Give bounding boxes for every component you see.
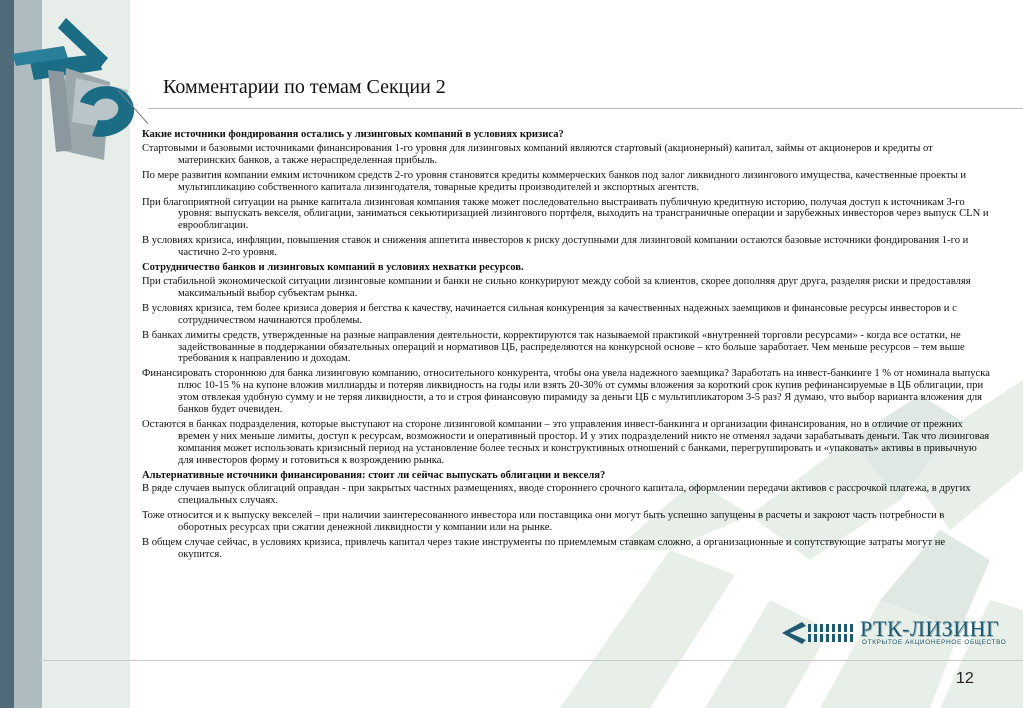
section-heading-3: Альтернативные источники финансирования: стоит ли сейчас выпускать облигации и векселя?	[142, 469, 606, 481]
paragraph: Остаются в банках подразделения, которые выступают на стороне лизинговой компании – это управления инвест-банкинга и организации финансирования, но в отличие от прежних времен у них меньше лимиты, доступ к ресурсам, возможности и оперативный простор. И у этих подразделений никто не отменял задачи зарабатывать деньги. Так что лизинговая компания может использовать кризисный период на установление более тесных и конструктивных отношений с банками, перегруппировать и «упаковать» активы в привычную для инвесторов форму и готовиться к возрождению рынка.	[142, 418, 990, 466]
section-heading-2: Сотрудничество банков и лизинговых компаний в условиях нехватки ресурсов.	[142, 262, 524, 274]
brand-name: РТК-ЛИЗИНГ	[860, 616, 1000, 641]
paragraph: По мере развития компании емким источником средств 2-го уровня становятся кредиты коммерческих банков под залог ликвидного лизингового имущества, качественные проекты и мультипликацию собственного капитала лизингодателя, товарные кредиты производителей и экспортных агентств.	[142, 169, 967, 193]
brand-subtitle: ОТКРЫТОЕ АКЦИОНЕРНОЕ ОБЩЕСТВО	[862, 639, 1007, 646]
page-number: 12	[956, 670, 974, 687]
paragraph: Финансировать стороннюю для банка лизинговую компанию, относительного конкурента, чтобы она увела надежного заемщика? Заработать на инвест-банкинге 1 % от номинала выпуска плюс 10-15 % на купоне вложив миллиарды и потеряв ликвидность на годы или взять 20-30% от суммы вложения за короткий срок купив рефинансируемые в ЦБ облигации, при этом отвлекая удобную сумму и не теряя ликвидности, а то и строя финансовую пирамиду за деньги ЦБ с мультипликатором 3-5 раз? Я думаю, что выбор варианта вложения для банков будет очевиден.	[142, 368, 990, 416]
paragraph: В условиях кризиса, инфляции, повышения ставок и снижения аппетита инвесторов к риску доступными для лизинговой компании остаются базовые источники фондирования 1-го и частично 2-го уровня.	[142, 235, 969, 259]
paragraph: В общем случае сейчас, в условиях кризиса, привлечь капитал через такие инструменты по приемлемым ставкам сложно, а организационные и сопутствующие затраты могут не окупится.	[142, 537, 946, 560]
paragraph: Стартовыми и базовыми источниками финансирования 1-го уровня для лизинговых компаний являются стартовый (акционерный) капитал, займы от акционеров и кредиты от материнских банков, а также нераспределенная прибыль.	[142, 142, 933, 166]
paragraph: При благоприятной ситуации на рынке капитала лизинговая компания также может последовательно выстраивать публичную кредитную историю, получая доступ к источникам 3-го уровня: выпускать векселя, облигации, заниматься секьютиризацией лизингового портфеля, выходить на трансграничные операции и зарубежных инвесторов через выпуск CLN и еврооблигации.	[142, 196, 989, 232]
section-heading-1: Какие источники фондирования остались у лизинговых компаний в условиях кризиса?	[142, 129, 564, 140]
paragraph: В условиях кризиса, тем более кризиса доверия и бегства к качеству, начинается сильная конкуренция за качественных надежных заемщиков и финансовые ресурсы инвесторов и с сотрудничеством начинаются проблемы.	[142, 302, 957, 326]
emblem-logo-icon	[8, 10, 148, 170]
title-divider	[148, 108, 1023, 109]
paragraph: При стабильной экономической ситуации лизинговые компании и банки не сильно конкурируют между собой за клиентов, скорее дополняя друг друга, разделяя риски и предоставляя максимальный выбор субъектам рынка.	[142, 275, 971, 299]
paragraph: В банках лимиты средств, утвержденные на разные направления деятельности, корректируются так называемой практикой «внутренней торговли ресурсами» - когда все остатки, не задействованные в поддержании обязательных операций и нормативов ЦБ, распределяются на конкурсной основе – кто больше заработает. Чем меньше ресурсов – тем выше требования к направлению и доходам.	[142, 329, 965, 365]
paragraph: Тоже относится и к выпуску векселей – при наличии заинтересованного инвестора или поставщика они могут быть успешно запущены в расчеты и закроют часть потребности в оборотных ресурсах при сжатии денежной ликвидности у компании или на рынке.	[142, 510, 945, 534]
company-logo	[782, 618, 1007, 650]
page-title: Комментарии по темам Секции 2	[163, 76, 446, 98]
content-body	[142, 128, 990, 564]
brand-stripes-icon	[782, 620, 862, 646]
paragraph: В ряде случаев выпуск облигаций оправдан - при закрытых частных размещениях, вводе стороннего срочного капитала, оформлении передачи активов с рассрочкой платежа, в других специальных случаях.	[142, 483, 971, 507]
footer-divider	[40, 660, 1023, 661]
